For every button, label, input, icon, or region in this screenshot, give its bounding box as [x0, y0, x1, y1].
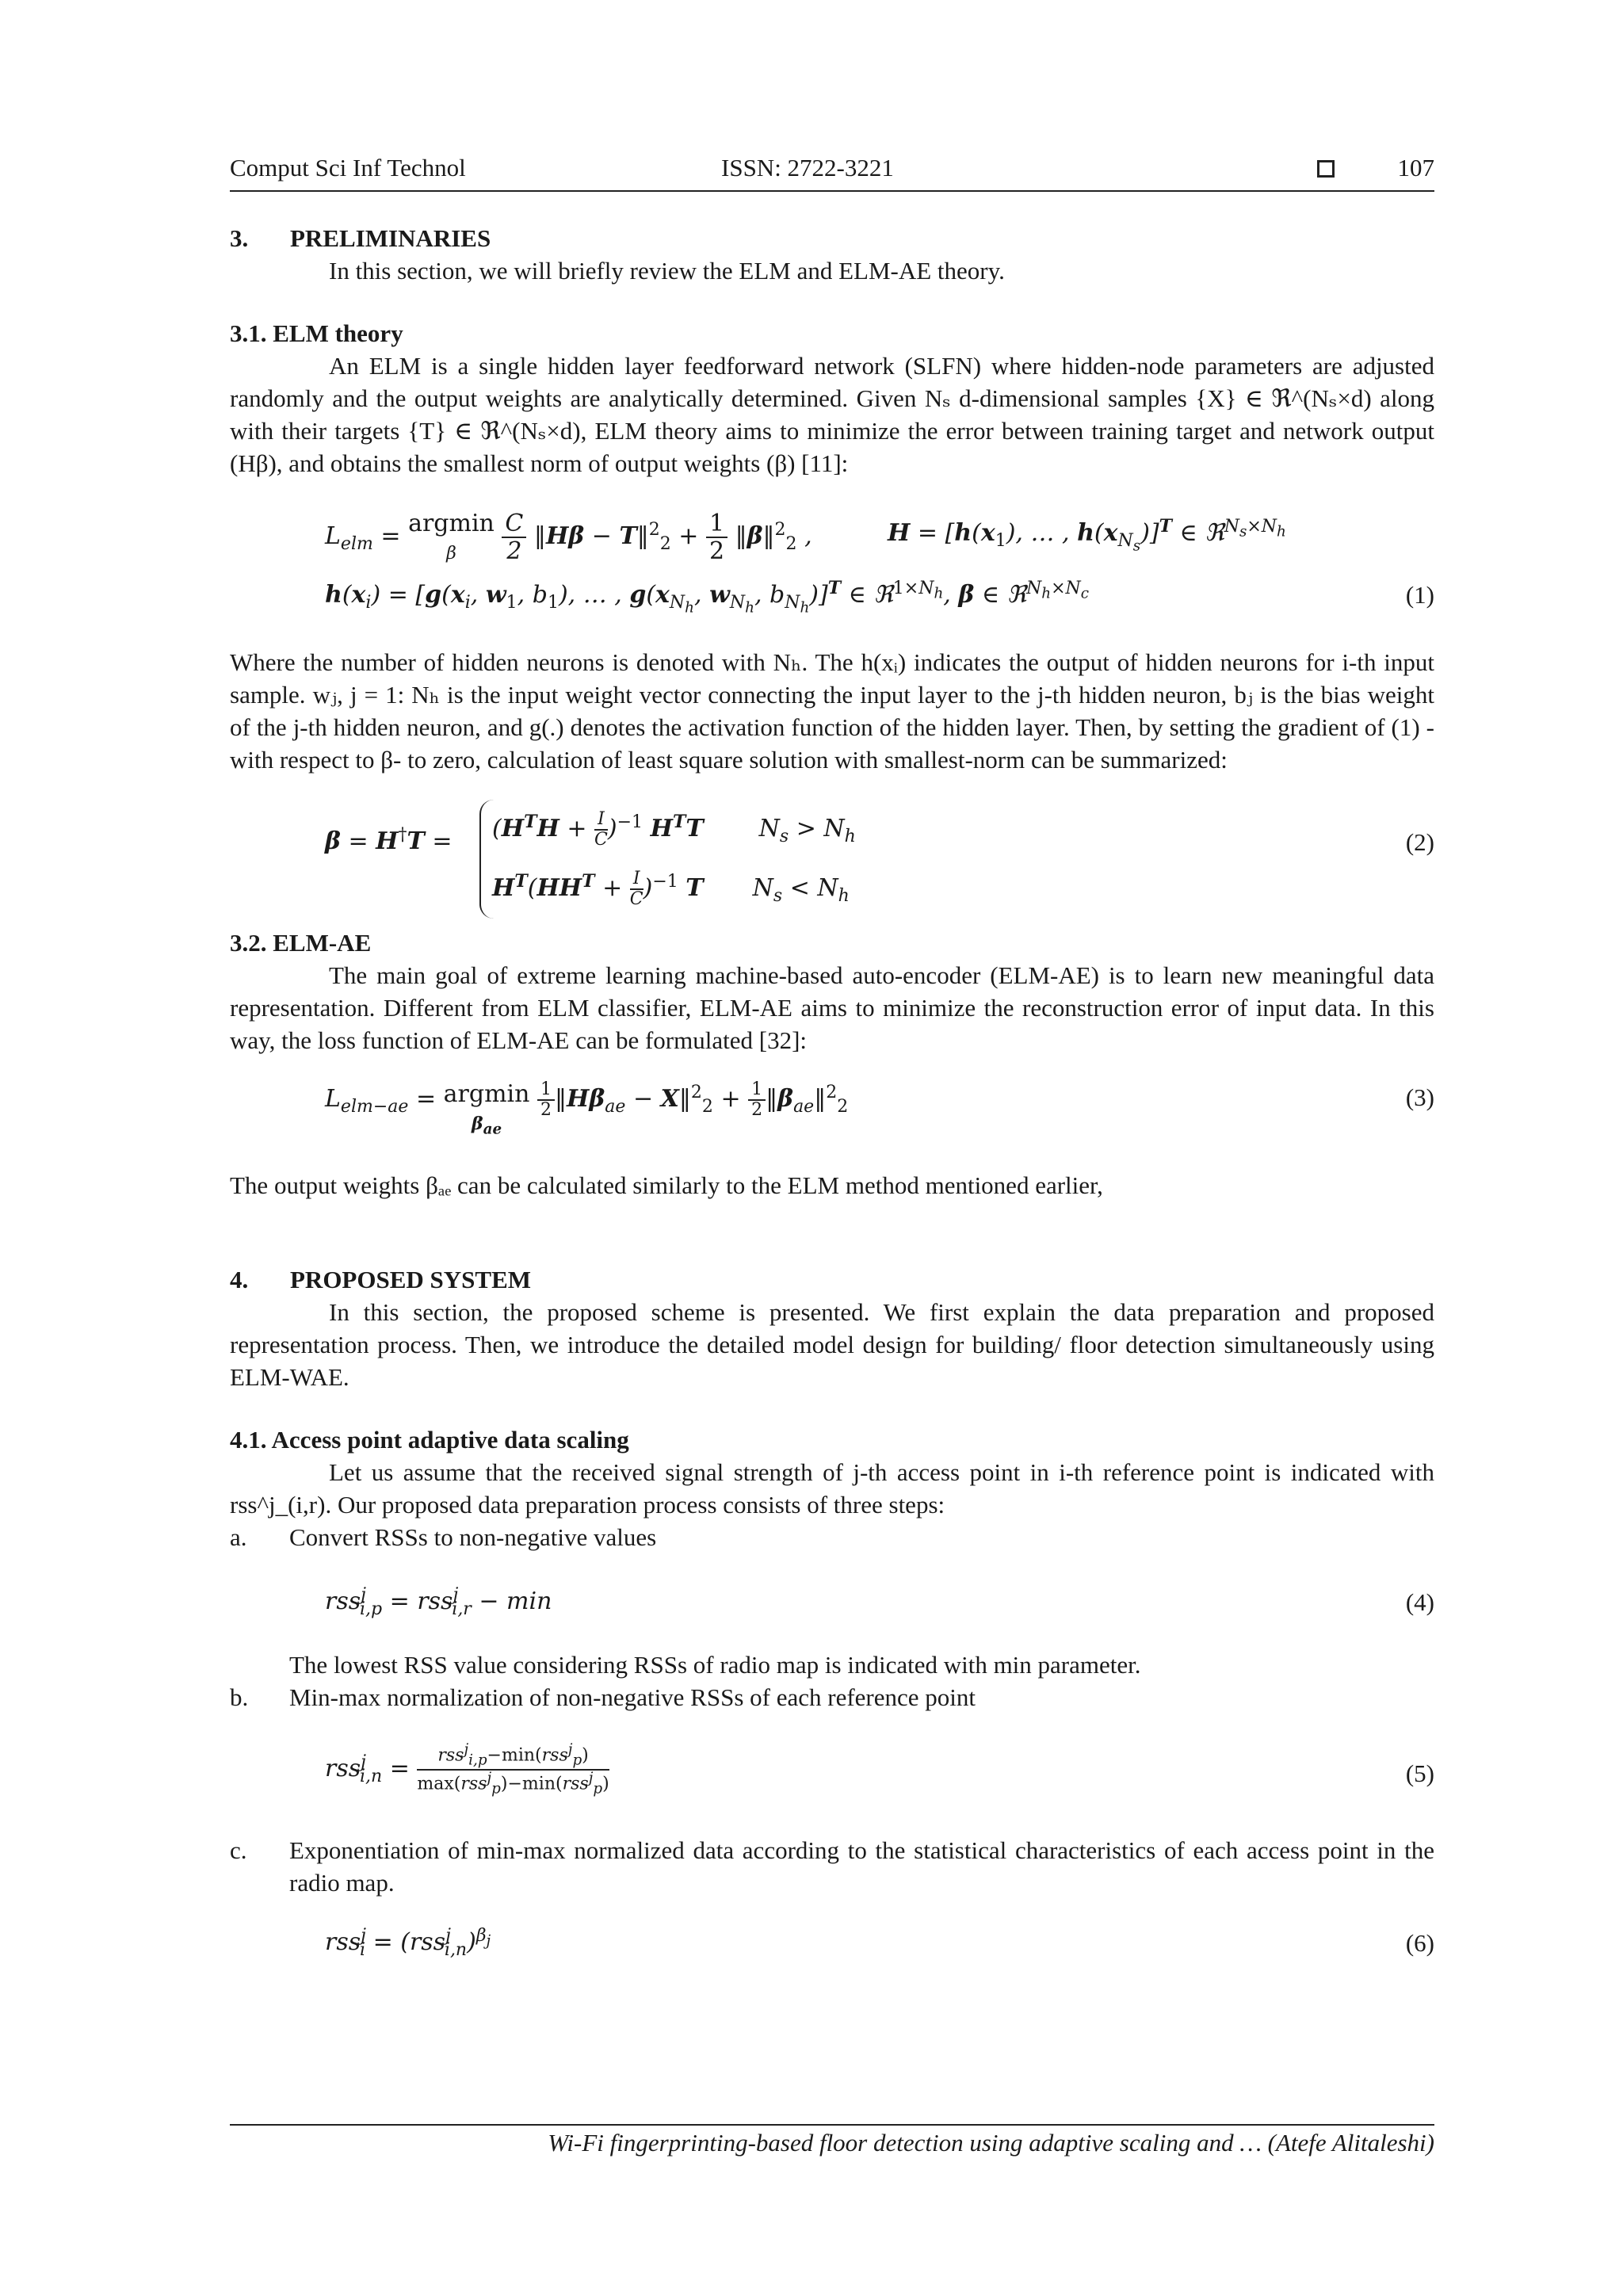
paragraph-output-weights: The output weights βₐₑ can be calculated similarly to the ELM method mentioned earlier, [230, 1171, 1103, 1199]
running-footer: Wi-Fi fingerprinting-based floor detection using adaptive scaling and … (Atefe Alitaleshi) [230, 2124, 1434, 2157]
subsection-3-2-heading: 3.2. ELM-AE [230, 929, 372, 957]
issn: ISSN: 2722-3221 [721, 154, 894, 181]
journal-name: Comput Sci Inf Technol [230, 154, 466, 181]
step-c: c. Exponentiation of min-max normalized data according to the statistical characteristics of each access point in the radio map. [230, 1836, 1434, 1897]
paragraph-hidden-neurons: Where the number of hidden neurons is denoted with Nₕ. The h(xᵢ) indicates the output of hidden neurons for i-th input sample. wⱼ, j = 1: Nₕ is the input weight vector connecting the input layer to the j-th hidden neuron, bⱼ is the bias weight of the j-th hidden neuron, and g(.) denotes the activation function of the hidden layer. Then, by setting the gradient of (1) -with respect to β- to zero, calculation of least square solution with smallest-norm can be summarized: [230, 648, 1434, 774]
page [230, 151, 1434, 1978]
paragraph-min-parameter: The lowest RSS value considering RSSs of radio map is indicated with min parameter. [289, 1651, 1141, 1679]
square-icon [1317, 160, 1335, 178]
paragraph-elm-ae: The main goal of extreme learning machine-based auto-encoder (ELM-AE) is to learn new meaningful data representation. Different from ELM classifier, ELM-AE aims to minimize the reconstruction error of input data. In this way, the loss function of ELM-AE can be formulated [32]: [230, 961, 1434, 1054]
section-3-heading: 3. PRELIMINARIES [230, 224, 491, 252]
paragraph-rss-assumption: Let us assume that the received signal strength of j-th access point in i-th reference point is indicated with rss^j_(i,r). Our proposed data preparation process consists of three steps: [230, 1458, 1434, 1519]
equation-2: β = H†T = ($H^TH$ + $\frac{I}{C}$ )$^{-1}$ $H^TT$ $N_s > N_h$ $H^T(HH^T$ + $\frac{I}{C}$ )$^{-1}$ T $N_s < N_h$ (2) [230, 795, 1434, 914]
equation-1: $L_{elm} = argmin$ β $\frac{C}{2}$ ‖Hβ − T‖$^2_2$ + $\frac{1}{2}$ ‖β‖$^2_2$ , $H = [h(x_1)$, … , $h(x_{N_s})]^T$ ∈ ℜ$^{N_s\times N_h}$ $h(x_i) = [g(x_i$, $w_1$, $b_1$), … , $g(x_{N_h}$, $w_{N_h}$, $b_{N_h})]^T$ ∈ ℜ$^{1\times N_h}$, β ∈ ℜ$^{N_h\times N_c}$ (1) [325, 510, 1434, 617]
equation-5: rss$^j_{i,n}$ = $\frac{rss^j_{i,p}-\min(rss^j_p)}{\max(rss^j_p)-\min(rss^j_p)}$ (5) [325, 1741, 1434, 1797]
subsection-3-1-heading: 3.1. ELM theory [230, 319, 403, 347]
section-3-intro: In this section, we will briefly review the ELM and ELM-AE theory. [329, 257, 1005, 285]
subsection-4-1-heading: 4.1. Access point adaptive data scaling [230, 1426, 629, 1454]
equation-6: $rss^j_i = (rss^j_{i,n})^{\beta_j}$ (6) [325, 1926, 1434, 1960]
equation-3: $L_{elm-ae} = argmin$ $\beta_{ae}$ $\frac{1}{2}$ $‖H\beta_{ae}$ − X‖$^2_2$ + $\frac{1}{2}$ $‖\beta_{ae}‖^2_2$ (3) [325, 1079, 1434, 1138]
step-b: b. Min-max normalization of non-negative RSSs of each reference point [230, 1683, 976, 1711]
step-a: a. Convert RSSs to non-negative values [230, 1523, 657, 1551]
paragraph-elm-theory: An ELM is a single hidden layer feedforward network (SLFN) where hidden-node parameters are adjusted randomly and the output weights are analytically determined. Given Nₛ d-dimensional samples {X} ∈ ℜ^(Nₛ×d) along with their targets {T} ∈ ℜ^(Nₛ×d), ELM theory aims to minimize the error between training target and network output (Hβ), and obtains the smallest norm of output weights (β) [11]: [230, 352, 1434, 477]
equation-4: rss$^j_{i,p}$ = rss$^j_{i,r}$ − min (4) [325, 1585, 1434, 1619]
page-number: 107 [1397, 154, 1434, 181]
section-4-intro: In this section, the proposed scheme is presented. We first explain the data preparation and proposed representation process. Then, we introduce the detailed model design for building/ floor detection simultaneously using ELM-WAE. [230, 1298, 1434, 1391]
section-4-heading: 4. PROPOSED SYSTEM [230, 1266, 532, 1293]
running-header [230, 151, 1434, 192]
